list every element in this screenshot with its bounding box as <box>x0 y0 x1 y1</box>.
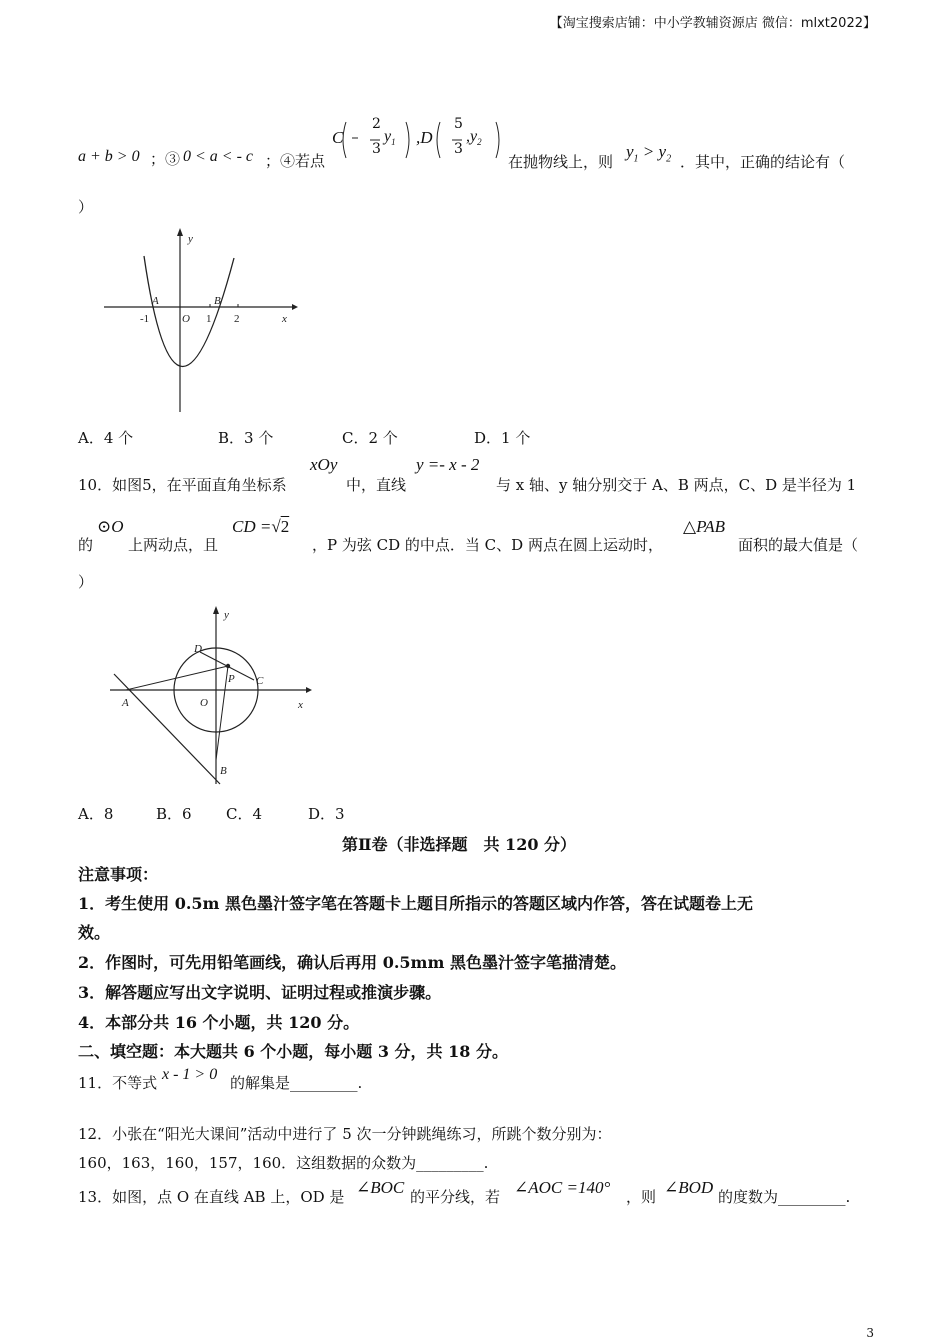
graph10-point-c: C <box>256 675 264 687</box>
q10-text-6: ，P 为弦 CD 的中点．当 C、D 两点在圆上运动时， <box>312 536 663 554</box>
page-number: 3 <box>866 1326 874 1340</box>
graph9-point-b: B <box>214 295 221 307</box>
graph10-y-label: y <box>224 609 229 621</box>
notes-title: 注意事项： <box>78 865 159 884</box>
graph9-tick-m1: -1 <box>140 313 150 325</box>
q10-option-b[interactable]: B．6 <box>156 805 192 823</box>
frac-c-num: 2 <box>372 116 381 132</box>
q9-option-c[interactable]: C．2 个 <box>342 429 398 447</box>
q9-option-a[interactable]: A．4 个 <box>78 429 134 447</box>
q10-option-d[interactable]: D．3 <box>308 805 345 823</box>
point-c-label: C <box>332 128 344 147</box>
q10-xoy: xOy <box>310 455 338 474</box>
graph10-x-label: x <box>298 699 303 711</box>
y2-label: $,y_2$ <box>466 128 482 148</box>
note-2: 2．作图时，可先用铅笔画线，确认后再用 0.5mm 黑色墨汁签字笔描清楚。 <box>78 953 626 972</box>
frac-d-num: 5 <box>454 116 463 132</box>
q10-text-5: 上两动点，且 <box>128 536 219 554</box>
q11-text-2: 的解集是_________. <box>230 1074 363 1092</box>
graph9-x-label: x <box>282 313 287 325</box>
page-header: 【淘宝搜索店铺：中小学教辅资源店 微信：mlxt2022】 <box>549 16 876 31</box>
q10-paren-close: ） <box>78 573 94 591</box>
graph9-origin: O <box>182 313 190 325</box>
note-4: 4．本部分共 16 个小题，共 120 分。 <box>78 1013 360 1032</box>
note-3: 3．解答题应写出文字说明、证明过程或推演步骤。 <box>78 983 442 1002</box>
q12-line-1: 12．小张在“阳光大课间”活动中进行了 5 次一分钟跳绳练习，所跳个数分别为： <box>78 1125 612 1143</box>
q9-points-expression <box>332 114 504 166</box>
q9-text-3: ；③ <box>150 150 181 168</box>
q9-text-4: ；④若点 <box>265 152 326 170</box>
q13-angle-boc: ∠BOC <box>356 1178 405 1197</box>
q10-triangle-pab: △PAB <box>683 517 726 536</box>
graph9-point-a: A <box>152 295 159 307</box>
q9-parabola-graph <box>100 226 300 416</box>
q9-condition: $y_1 > y_2$ <box>626 142 672 165</box>
y1-label: $y_1$ <box>384 128 396 148</box>
q10-text-3: 与 x 轴、y 轴分别交于 A、B 两点，C、D 是半径为 1 <box>496 476 857 494</box>
q9-expr-ac: 0 < a < - c <box>183 148 254 165</box>
q10-option-a[interactable]: A．8 <box>78 805 114 823</box>
q9-text-question: ．其中，正确的结论有（ <box>680 153 846 171</box>
q13-text-3: ，则 <box>626 1188 657 1206</box>
q9-paren-close: ） <box>78 198 94 216</box>
q10-option-c[interactable]: C．4 <box>226 805 263 823</box>
q10-cd-eq: CD =√2 <box>232 517 290 536</box>
q10-circle-o: ⊙O <box>97 517 124 536</box>
q10-text-4: 的 <box>78 536 94 554</box>
graph9-tick-1: 1 <box>206 313 212 325</box>
q13-text-1: 13．如图，点 O 在直线 AB 上，OD 是 <box>78 1188 345 1206</box>
section2-title: 第Ⅱ卷（非选择题 共 120 分） <box>342 835 577 854</box>
graph10-point-b: B <box>220 765 227 777</box>
graph9-tick-2: 2 <box>234 313 240 325</box>
q9-option-d[interactable]: D．1 个 <box>474 429 531 447</box>
q10-text-2: 中，直线 <box>346 476 407 494</box>
q11-inequality: x - 1 > 0 <box>162 1066 218 1083</box>
q11-text-1: 11．不等式 <box>78 1074 158 1092</box>
graph10-origin: O <box>200 697 208 709</box>
q13-angle-aoc: ∠AOC =140° <box>514 1178 611 1197</box>
frac-d-den: 3 <box>454 141 463 157</box>
q10-circle-graph <box>104 600 314 790</box>
fill-in-section-title: 二、填空题：本大题共 6 个小题，每小题 3 分，共 18 分。 <box>78 1042 508 1061</box>
q13-angle-bod: ∠BOD <box>664 1178 714 1197</box>
q9-option-b[interactable]: B．3 个 <box>218 429 274 447</box>
q10-text-7: 面积的最大值是（ <box>738 536 859 554</box>
q13-text-2: 的平分线，若 <box>410 1188 501 1206</box>
graph9-y-label: y <box>188 233 193 245</box>
graph10-point-d: D <box>194 643 202 655</box>
q9-text-on-parabola: 在抛物线上，则 <box>508 153 614 171</box>
q9-expr-ab: a + b > 0 <box>78 148 140 165</box>
note-1a: 1．考生使用 0.5m 黑色墨汁签字笔在答题卡上题目所指示的答题区域内作答，答在试题卷上无 <box>78 894 754 913</box>
q10-line-equation: y =- x - 2 <box>416 455 480 474</box>
graph10-point-a: A <box>122 697 129 709</box>
q10-text-1: 10．如图5，在平面直角坐标系 <box>78 476 287 494</box>
graph10-point-p: P <box>228 673 235 685</box>
frac-c-den: 3 <box>372 141 381 157</box>
note-1b: 效。 <box>78 923 111 942</box>
point-d-label: ,D <box>416 128 433 147</box>
q12-line-2: 160，163，160，157，160．这组数据的众数为_________. <box>78 1154 489 1172</box>
q13-text-4: 的度数为_________. <box>718 1188 851 1206</box>
